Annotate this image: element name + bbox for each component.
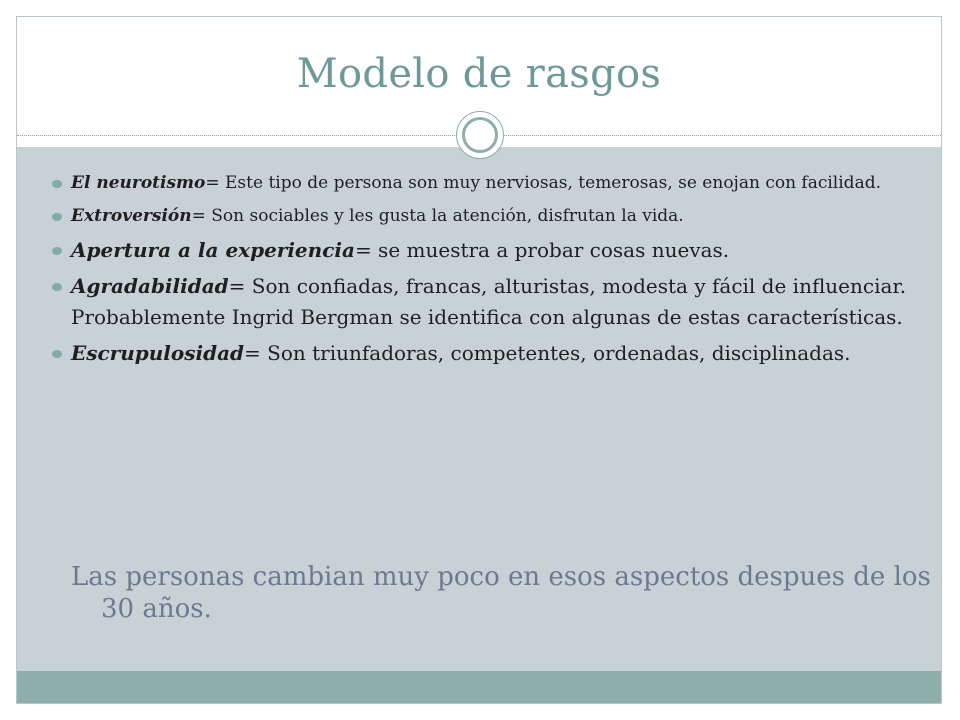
ring-inner: [462, 117, 498, 153]
bullet-icon: [52, 350, 62, 358]
slide-title: Modelo de rasgos: [296, 51, 662, 97]
bullet-text: = Son triunfadoras, competentes, ordenadas, disciplinadas.: [244, 341, 851, 365]
bullet-extroversion: [45, 202, 915, 230]
bullet-term: Extroversión: [71, 206, 192, 226]
bullet-neurotismo: [45, 169, 915, 197]
bullet-agradabilidad: [45, 271, 915, 333]
bullet-text: = Son confiadas, francas, alturistas, modesta y fácil de influenciar. Probablemente Ingrid Bergman se identifica con algunas de estas características.: [71, 274, 907, 329]
bullet-term: Apertura a la experiencia: [71, 238, 355, 262]
bullet-icon: [52, 247, 62, 255]
bullet-term: Agradabilidad: [71, 274, 229, 298]
bullet-text: = Este tipo de persona son muy nerviosas, temerosas, se enojan con facilidad.: [205, 173, 881, 193]
ring-icon: [456, 111, 504, 159]
bullet-term: El neurotismo: [71, 173, 206, 193]
bullet-icon: [52, 213, 62, 221]
bullet-text: = se muestra a probar cosas nuevas.: [354, 238, 730, 262]
bullet-icon: [52, 283, 62, 291]
bullet-apertura: [45, 235, 915, 266]
closing-statement: Las personas cambian muy poco en esos aspectos despues de los 30 años.: [71, 562, 931, 624]
bullet-icon: [52, 180, 62, 188]
bullet-escrupulosidad: [45, 338, 915, 369]
slide: [16, 16, 942, 704]
bullet-list: [45, 169, 915, 374]
bullet-term: Escrupulosidad: [71, 341, 245, 365]
footer-band: [17, 671, 941, 704]
bullet-text: = Son sociables y les gusta la atención, disfrutan la vida.: [191, 206, 684, 226]
